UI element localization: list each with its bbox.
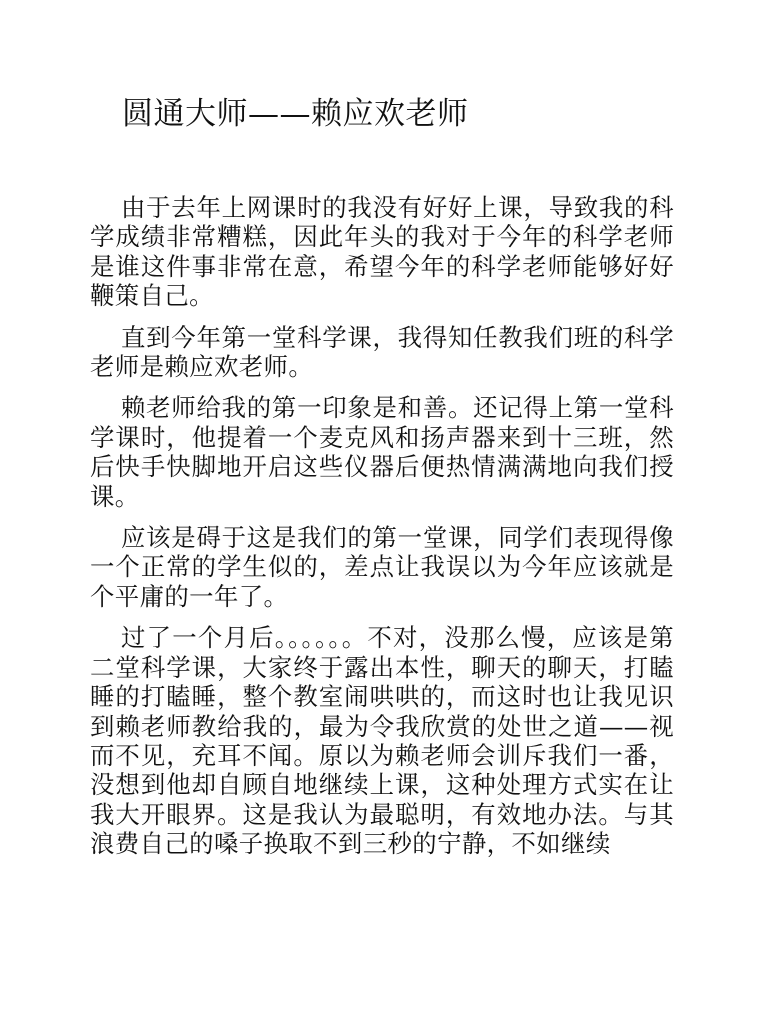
paragraph-2: 直到今年第一堂科学课，我得知任教我们班的科学老师是赖应欢老师。: [90, 322, 674, 382]
paragraph-5: 过了一个月后。。。。。。不对，没那么慢，应该是第二堂科学课，大家终于露出本性，聊天的聊天，打瞌睡的打瞌睡，整个教室闹哄哄的，而这时也让我见识到赖老师教给我的，最为令我欣赏的处世之道——视而不见，充耳不闻。原以为赖老师会训斥我们一番，没想到他却自顾自地继续上课，这种处理方式实在让我大开眼界。这是我认为最聪明，有效地办法。与其浪费自己的嗓子换取不到三秒的宁静，不如继续: [90, 623, 674, 859]
document-body: [90, 193, 674, 871]
paragraph-3: 赖老师给我的第一印象是和善。还记得上第一堂科学课时，他提着一个麦克风和扬声器来到十三班，然后快手快脚地开启这些仪器后便热情满满地向我们授课。: [90, 393, 674, 511]
paragraph-1: 由于去年上网课时的我没有好好上课，导致我的科学成绩非常糟糕，因此年头的我对于今年的科学老师是谁这件事非常在意，希望今年的科学老师能够好好鞭策自己。: [90, 193, 674, 311]
document-title: 圆通大师——赖应欢老师: [122, 96, 469, 132]
paragraph-4: 应该是碍于这是我们的第一堂课，同学们表现得像一个正常的学生似的，差点让我误以为今年应该就是个平庸的一年了。: [90, 523, 674, 611]
